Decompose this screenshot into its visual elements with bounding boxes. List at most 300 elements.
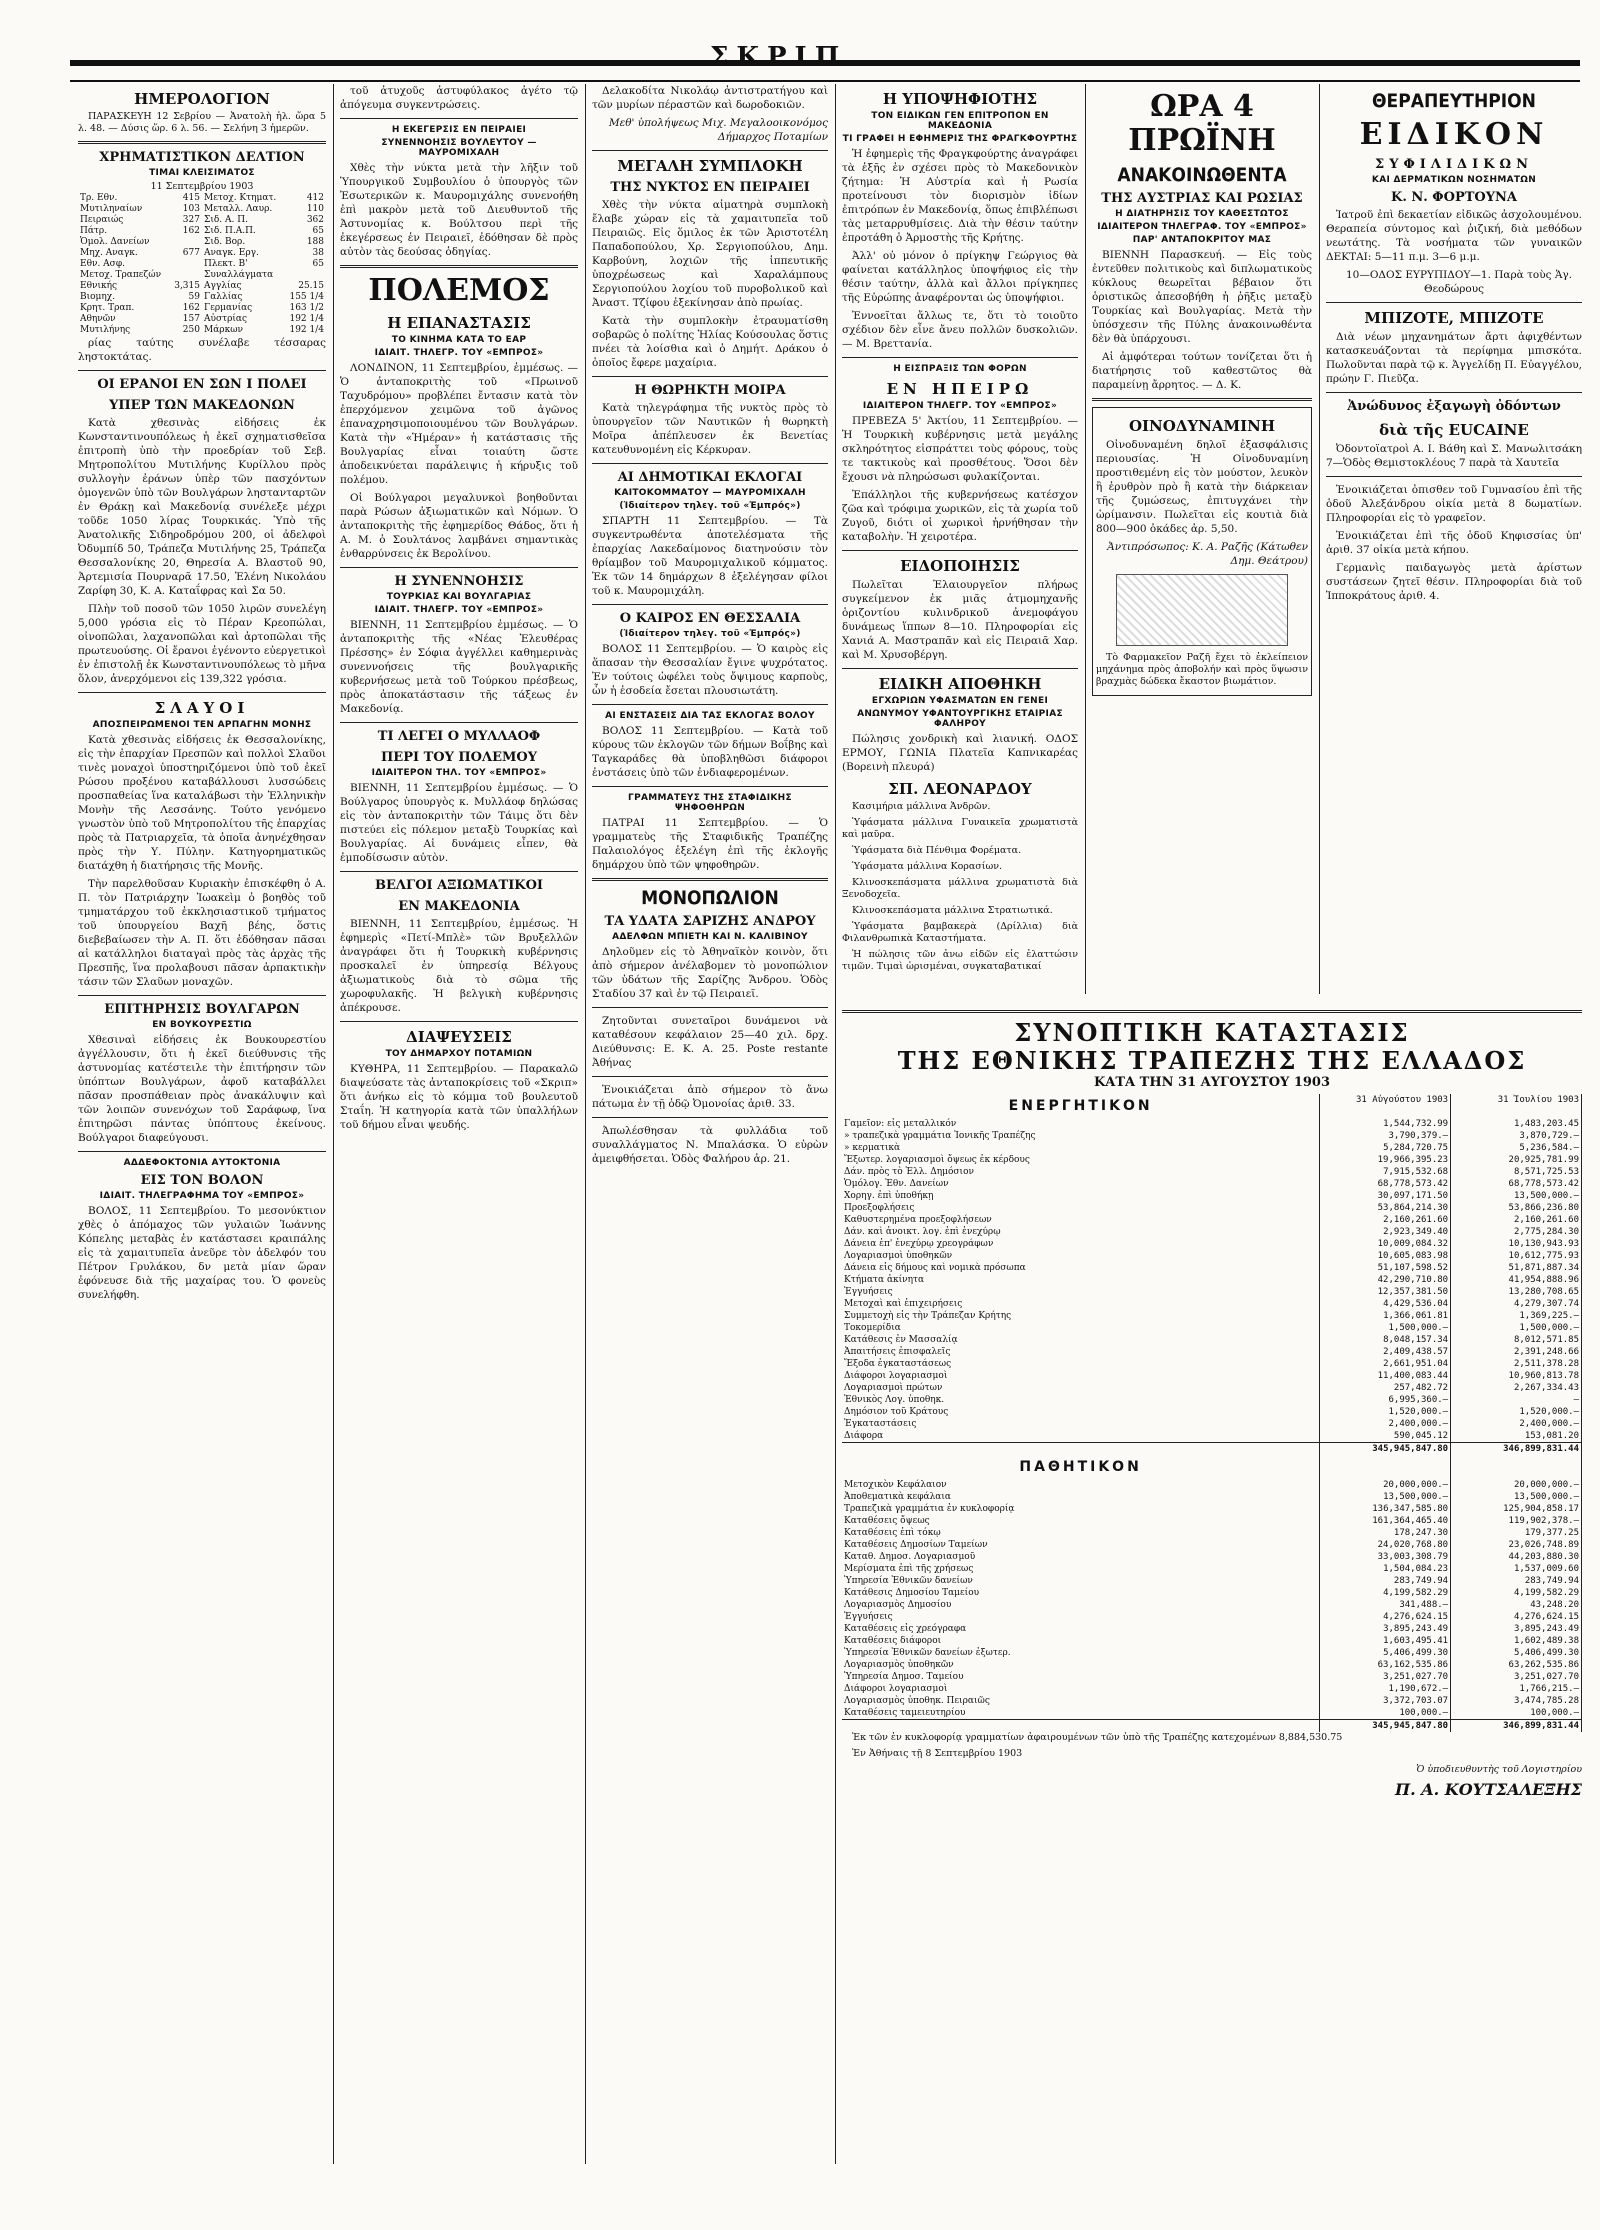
bank-row	[842, 1166, 1582, 1178]
column-header-july: 31 Ἰουλίου 1903	[1451, 1094, 1582, 1118]
bank-title: ΣΥΝΟΠΤΙΚΗ ΚΑΤΑΣΤΑΣΙΣ	[1014, 1018, 1410, 1047]
finance-cell: Γαλλίας	[203, 292, 243, 302]
liabilities-label: ΠΑΘΗΤΙΚΟΝ	[1019, 1459, 1142, 1475]
bank-row	[842, 1707, 1582, 1720]
bank-total-cell: 346,899,831.44	[1451, 1720, 1582, 1733]
bank-row	[842, 1178, 1582, 1190]
bank-cell: 2,923,349.40	[1320, 1226, 1451, 1238]
article-text: Ἐννοεῖται ἄλλως τε, ὅτι τὸ τοιοῦτο σχέδιον δὲν εἶνε ἄνευ πολλῶν δυσκολιῶν. — Μ. Βρεττανία.	[842, 310, 1078, 350]
bank-cell: Ὁμόλογ. Ἐθν. Δανείων	[842, 1178, 1320, 1190]
bank-cell: 2,409,438.57	[1320, 1346, 1451, 1358]
bank-cell: Λογαριασμὸς ὑποθηκ. Πειραιῶς	[842, 1695, 1320, 1707]
ad-text: Διὰ νέων μηχανημάτων ἄρτι ἀφιχθέντων κατασκευάζονται τὰ περίφημα μπισκότα. Πωλοῦνται παρὰ τῷ κ. Ἀγγελίδῃ Π. Εὐαγγέλου, πρώην Γ. Πιεῦζα.	[1326, 331, 1582, 385]
article-text: ΒΙΕΝΝΗ, 11 Σεπτεμβρίου ἐμμέσως. — Ὁ Βούλγαρος ὑπουργὸς κ. Μυλλάοφ δηλώσας εἰς τὸν ἀνταποκριτὴν τῶν Τάιμς ὅτι δὲν πιστεύει εἰς πόλεμον μεταξὺ Τουρκίας καὶ Βουλγαρίας. Αἱ δυνάμεις εἶπεν, θὰ ἐμποδίσωσιν αὐτὸν.	[340, 782, 578, 864]
bank-cell: 2,267,334.43	[1451, 1382, 1582, 1394]
headline-eidikon: ΕΙΔΙΚΟΝ	[1359, 117, 1549, 152]
finance-cell: 25.15	[298, 281, 324, 291]
bank-cell: » κερματικὰ	[842, 1142, 1320, 1154]
headline-myllaof: ΤΙ ΛΕΓΕΙ Ο ΜΥΛΛΑΟΦ	[377, 729, 541, 744]
bank-row	[842, 1358, 1582, 1370]
finance-cell: 65	[312, 259, 324, 269]
bank-cell: 2,160,261.60	[1451, 1214, 1582, 1226]
bank-cell: 44,203,880.30	[1451, 1551, 1582, 1563]
bank-cell: 283,749.94	[1320, 1575, 1451, 1587]
bank-row	[842, 1286, 1582, 1298]
bank-row	[842, 1202, 1582, 1214]
bank-row	[842, 1671, 1582, 1683]
article-text: ρίας ταύτης συνέλαβε τέσσαρας ληστοκτάτας.	[78, 337, 326, 363]
finance-row	[78, 193, 326, 204]
article-text: Αἱ ἀμφότεραι τούτων τονίζεται ὅτι ἡ διατήρησις τοῦ καθεστῶτος θὰ παραμείνῃ ἄρρητος. — Δ. Κ.	[1092, 351, 1312, 391]
finance-cell: 163 1/2	[289, 303, 324, 313]
article-text: Δελακοδίτα Νικολάῳ ἀντιστρατήγου καὶ τῶν μυρίων πέραστῶν καὶ δωροδοκιῶν.	[592, 85, 828, 111]
bank-cell: 51,871,887.34	[1451, 1262, 1582, 1274]
bank-row	[842, 1599, 1582, 1611]
ad-text: Ἡ πώλησις τῶν ἀνω εἰδῶν εἰς ἐλαττώσιν τιμῶν. Τιμαὶ ὡρισμέναι, συγκαταβατικαί	[842, 949, 1078, 972]
bank-cell: 19,966,395.23	[1320, 1154, 1451, 1166]
bank-row	[842, 1623, 1582, 1635]
bank-cell: Προεξοφλήσεις	[842, 1202, 1320, 1214]
byline: ΙΔΙΑΙΤ. ΤΗΛΕΓΡ. ΤΟΥ «ΕΜΠΡΟΣ»	[374, 348, 544, 358]
headline-polemos: ΠΟΛΕΜΟΣ	[368, 273, 550, 308]
bank-cell: Καταθέσεις ἐπὶ τόκῳ	[842, 1527, 1320, 1539]
bank-cell: Διάφοροι λογαριασμοὶ	[842, 1683, 1320, 1695]
bank-cell: Καταθέσεις ταμειευτηρίου	[842, 1707, 1320, 1720]
bank-cell: 41,954,888.96	[1451, 1274, 1582, 1286]
finance-row	[78, 226, 326, 237]
bank-cell: Ἐγγυήσεις	[842, 1286, 1320, 1298]
bank-signatory: Π. Α. ΚΟΥΤΣΑΛΕΞΗΣ	[1394, 1780, 1582, 1799]
calendar-text: ΠΑΡΑΣΚΕΥΗ 12 Σεβρίου — Ἀνατολὴ ἡλ. ὥρα 5 λ. 48. — Δύσις ὥρ. 6 λ. 56. — Σελήνη 3 ἡμερῶν.	[78, 111, 326, 134]
finance-cell: 3,315	[174, 281, 200, 291]
bank-cell: 68,778,573.42	[1320, 1178, 1451, 1190]
column-divider	[333, 84, 334, 2164]
list-item: Ὑφάσματα μάλλινα Κορασίων.	[852, 861, 1003, 872]
bank-total-cell: 345,945,847.80	[1320, 1443, 1451, 1456]
finance-cell: Πάτρ.	[80, 226, 108, 236]
bank-cell: 3,251,027.70	[1320, 1671, 1451, 1683]
bank-cell: 12,357,381.50	[1320, 1286, 1451, 1298]
byline: ΠΑΡ' ΑΝΤΑΠΟΚΡΙΤΟΥ ΜΑΣ	[1132, 235, 1272, 245]
headline-kairos: Ο ΚΑΙΡΟΣ ΕΝ ΘΕΣΣΑΛΙΑ	[619, 611, 801, 626]
bank-cell: Μετοχαὶ καὶ ἐπιχειρήσεις	[842, 1298, 1320, 1310]
article-text: τοῦ ἀτυχοῦς ἀστυφύλακος ἀγέτο τῷ ἀπόγευμα συγκεντρώσεις.	[340, 85, 578, 111]
headline-dermatikon: ΚΑΙ ΔΕΡΜΑΤΙΚΩΝ ΝΟΣΗΜΑΤΩΝ	[1371, 175, 1537, 185]
finance-row	[78, 215, 326, 226]
finance-subtitle: ΤΙΜΑΙ ΚΛΕΙΣΙΜΑΤΟΣ	[149, 168, 255, 178]
bank-cell: 51,107,598.52	[1320, 1262, 1451, 1274]
bank-cell: 153,081.20	[1451, 1430, 1582, 1443]
bank-row	[842, 1370, 1582, 1382]
finance-cell: Ὁμολ. Δανείων	[80, 237, 150, 247]
bank-cell: 3,790,379.—	[1320, 1130, 1451, 1142]
headline-ora: ΩΡΑ 4 ΠΡΩΪΝΗ	[1128, 89, 1276, 158]
bank-cell: 1,366,061.81	[1320, 1310, 1451, 1322]
column-divider	[1319, 84, 1320, 994]
article-text: ΒΙΕΝΝΗ, 11 Σεπτεμβρίου ἐμμέσως. — Ὁ ἀνταποκριτὴς τῆς «Νέας Ἐλευθέρας Πρέσσης» ἐν Σόφια ἀγγέλλει καθημερινὰς συνεννοήσεις τῆς βουλγαρικῆς κυβερνήσεως μετὰ τοῦ Τούρκου πρέσβεως, πρὸς ἀποκατάστασιν τῆς τάξεως ἐν Μακεδονίᾳ.	[340, 619, 578, 715]
ad-text: Ζητοῦνται συνεταῖροι δυνάμενοι νὰ καταθέσουν κεφάλαιον 25—40 χιλ. δρχ. Διεύθυνσις: Ε. Κ. Α. 25. Poste restante Ἀθήνας	[592, 1015, 828, 1069]
calendar-title: ΗΜΕΡΟΛΟΓΙΟΝ	[134, 90, 270, 108]
bank-row	[842, 1154, 1582, 1166]
bank-cell: 100,000.—	[1451, 1707, 1582, 1720]
bank-cell: 1,520,000.—	[1320, 1406, 1451, 1418]
bank-cell: 20,925,781.99	[1451, 1154, 1582, 1166]
bank-cell: 1,504,084.23	[1320, 1563, 1451, 1575]
bank-row	[842, 1394, 1582, 1406]
bank-cell: 43,248.20	[1451, 1599, 1582, 1611]
finance-cell: 192 1/4	[289, 314, 324, 324]
headline-volos-sub: ΕΙΣ ΤΟΝ ΒΟΛΟΝ	[140, 1173, 264, 1188]
headline-epitirisis: ΕΠΙΤΗΡΗΣΙΣ ΒΟΥΛΓΑΡΩΝ	[104, 1002, 300, 1017]
article-text: ΒΙΕΝΝΗ Παρασκευή. — Εἰς τοὺς ἐντεῦθεν πολιτικοὺς καὶ διπλωματικοὺς κύκλους θεωρεῖται βέβαιον ὅτι ὁριστικῶς ἀπεσοβήθη ἡ ῥῆξις μεταξὺ Τουρκίας καὶ Βουλγαρίας. Μετὰ τὴν ὑπόσχεσιν τῆς Πύλης ἀνακοινωθέντα δὲν θὰ ὑπάρχουσι.	[1092, 249, 1312, 345]
column-4	[842, 84, 1078, 1004]
bank-total-cell	[842, 1720, 1320, 1733]
article-text: Ἐπάλληλοι τῆς κυβερνήσεως κατέσχον ζῶα καὶ τρόφιμα χωρικῶν, εἰς τὰ χωρία τοῦ Ζυγοῦ, διότι οἱ χωρικοὶ ἠρνήθησαν τὴν καταβολὴν. Ἡ χειροτέρα.	[842, 489, 1078, 543]
bank-row	[842, 1118, 1582, 1130]
finance-row	[78, 292, 326, 303]
finance-cell: 162	[182, 303, 200, 313]
bank-row	[842, 1515, 1582, 1527]
bank-cell: 63,162,535.86	[1320, 1659, 1451, 1671]
bank-cell: 3,474,785.28	[1451, 1695, 1582, 1707]
bank-cell: 23,026,748.89	[1451, 1539, 1582, 1551]
column-3	[592, 84, 828, 2164]
headline-monopolion-sub: ΤΑ ΥΔΑΤΑ ΣΑΡΙΖΗΣ ΑΝΔΡΟΥ	[604, 914, 816, 929]
bank-cell: Τοκομερίδια	[842, 1322, 1320, 1334]
masthead: ΣΚΡΙΠ	[710, 42, 848, 72]
bank-cell: Ἔξωτερ. λογαριασμοὶ ὄψεως ἐκ κέρδους	[842, 1154, 1320, 1166]
bank-cell: 3,372,703.07	[1320, 1695, 1451, 1707]
finance-cell: Μυτιλήνης	[80, 325, 131, 335]
headline-anakoinothenta-sub: ΤΗΣ ΑΥΣΤΡΙΑΣ ΚΑΙ ΡΩΣΙΑΣ	[1101, 191, 1303, 206]
headline-fortounas: Κ. Ν. ΦΟΡΤΟΥΝΑ	[1391, 190, 1517, 205]
bank-cell: Καταθέσεις ὄψεως	[842, 1515, 1320, 1527]
bank-cell: 42,290,710.80	[1320, 1274, 1451, 1286]
bank-cell: 3,895,243.49	[1451, 1623, 1582, 1635]
finance-cell: Σιδ. Π.Α.Π.	[203, 226, 256, 236]
article-text: Οἱ Βούλγαροι μεγαλυνκοὶ βοηθοῦνται παρὰ Ρώσων ἀξιωματικῶν καὶ Νόμων. Ὁ ἀνταποκριτὴς τῆς ἐφημερίδος Θάδος, ὅτι ἡ Α. Μ. ὁ Σουλτάνος λαμβάνει σημαντικὰς ἐνθαρρύνσεις ἐκ Βερολίνου.	[340, 492, 578, 560]
finance-date: 11 Σεπτεμβρίου 1903	[150, 181, 254, 192]
headline-syfilidikon: ΣΥΦΙΛΙΔΙΚΩΝ	[1375, 157, 1533, 172]
bank-statement	[842, 1004, 1582, 1803]
bank-cell: 4,199,582.29	[1451, 1587, 1582, 1599]
headline-monopolion: ΜΟΝΟΠΩΛΙΟΝ	[641, 887, 779, 909]
bank-row	[842, 1491, 1582, 1503]
bank-cell: 136,347,585.80	[1320, 1503, 1451, 1515]
column-2	[340, 84, 578, 2164]
ad-text: Τὸ Φαρμακεῖον Ραζῆ ἔχει τὸ ἐκλείπειον μηχάνημα πρὸς ἀποβολήν καὶ πρὸς ὕψωσιν βραχμὰς δώδεκα ἔκαστον βιωμάτιον.	[1096, 652, 1308, 687]
list-item: Ὑφάσματα βαμβακερὰ (Δρίλλια) διὰ Φιλανθρωπικὰ Καταστήματα.	[842, 921, 1078, 944]
bank-row	[842, 1382, 1582, 1394]
bank-cell: 10,612,775.93	[1451, 1250, 1582, 1262]
bank-cell: 4,276,624.15	[1451, 1611, 1582, 1623]
finance-cell: Μετοχ. Τραπεζών	[80, 270, 162, 280]
bank-cell: 2,400,000.—	[1320, 1418, 1451, 1430]
bank-cell: Κατάθεσις Δημοσίου Ταμείου	[842, 1587, 1320, 1599]
bank-cell: Ἐγκαταστάσεις	[842, 1418, 1320, 1430]
bank-cell: Ἀπαιτήσεις ἐπισφαλεῖς	[842, 1346, 1320, 1358]
bank-cell: 10,009,084.32	[1320, 1238, 1451, 1250]
headline-apothiki-sub: ΕΓΧΩΡΙΩΝ ΥΦΑΣΜΑΤΩΝ ΕΝ ΓΕΝΕΙ	[871, 696, 1049, 706]
bank-cell: Λογαριασμὸς Δημοσίου	[842, 1599, 1320, 1611]
bank-cell: 53,864,214.30	[1320, 1202, 1451, 1214]
list-item: Κλινοσκεπάσματα μάλλινα χρωματιστὰ διὰ Ξενοδοχεῖα.	[842, 877, 1078, 900]
bank-cell: 3,895,243.49	[1320, 1623, 1451, 1635]
assets-label: ΕΝΕΡΓΗΤΙΚΟΝ	[1008, 1098, 1153, 1114]
headline-ipeiros-sub: ΕΝ ΗΠΕΙΡΩ	[886, 380, 1034, 398]
column-6	[1326, 84, 1582, 1004]
bank-row	[842, 1238, 1582, 1250]
bank-cell: Δάνεια εἰς δήμους καὶ νομικὰ πρόσωπα	[842, 1262, 1320, 1274]
article-text: ΛΟΝΔΙΝΟΝ, 11 Σεπτεμβρίου, ἐμμέσως. — Ὁ ἀνταποκριτὴς τοῦ «Πρωινοῦ Ταχυδρόμου» προβλέπει ἔντασιν κατὰ τὸν ἐπερχόμενον χειμῶνα τοῦ ἀγῶνος ἐπαναχρησιμοποιουμένου τῶν Βουλγάρων. Κατὰ τὴν «Ἡμέραν» ἡ κατάστασις τῆς Βουλγαρίας εἶναι τοιαύτη ὥστε ἀποδεικνύεται παράλειψις ἡ κήρυξις τοῦ πολέμου.	[340, 362, 578, 486]
ad-text: Ἐνοικιάζεται ὁπισθεν τοῦ Γυμνασίου ἐπὶ τῆς ὁδοῦ Ἀλεξάνδρου οἰκία μετὰ 8 δωματίων. Πληροφορίαι εἰς τὸ γραφεῖον.	[1326, 484, 1582, 524]
finance-cell: Αὐστρίας	[203, 314, 248, 324]
bank-row	[842, 1695, 1582, 1707]
article-text: Ἡ ἐφημερὶς τῆς Φραγκφούρτης ἀναγράφει τὰ ἑξῆς ἐν σχέσει πρὸς τὸ Μακεδονικὸν ζήτημα: Ἡ Αὐστρία καὶ ἡ Ρωσία προτείνουσι τὸν διορισμὸν ἰδίων ἐπιτρόπων ἐν Μακεδονίᾳ, ὅπως ἐπιβλέπωσι τὰς μεταρρυθμίσεις. Διὰ τὴν θέσιν ταύτην ἐπροτάθη ὁ Ἀρμοστὴς τῆς Κρήτης.	[842, 148, 1078, 244]
headline-slavoi-sub: ΑΠΟΣΠΕΙΡΩΜΕΝΟΙ ΤΕΝ ΑΡΠΑΓΗΝ ΜΟΝΗΣ	[92, 720, 312, 730]
signature: Ἀντιπρόσωπος: Κ. Α. Ραζῆς (Κάτωθεν Δημ. Θεάτρου)	[1107, 541, 1308, 567]
bank-cell: 30,097,171.50	[1320, 1190, 1451, 1202]
bank-row	[842, 1430, 1582, 1443]
headline-apothiki-sub2: ΑΝΩΝΥΜΟΥ ΥΦΑΝΤΟΥΡΓΙΚΗΣ ΕΤΑΙΡΙΑΣ ΦΑΛΗΡΟΥ	[857, 709, 1063, 729]
headline-slavoi: ΣΛΑΥΟΙ	[154, 699, 250, 717]
article-text: ΠΡΕΒΕΖΑ 5' Ἀκτίου, 11 Σεπτεμβρίου. — Ἡ Τουρκικὴ κυβέρνησις μετὰ μεγάλης σκληρότητος εἰσπράττει τοὺς φόρους, τοὺς τε τακτικοὺς καὶ προσθέτους. Ὅσοι δὲν ἔχουσι νὰ πληρώσωσι φυλακίζονται.	[842, 415, 1078, 483]
bank-row	[842, 1346, 1582, 1358]
bank-cell: 53,866,236.80	[1451, 1202, 1582, 1214]
article-text: Χθὲς τὴν νύκτα μετὰ τὴν λῆξιν τοῦ Ὑπουργικοῦ Συμβουλίου ὁ ὑπουργὸς τῶν Ἐσωτερικῶν κ. Μαυρομιχάλης συνενοήθη ἐπὶ μακρὸν μετὰ τοῦ Διευθυντοῦ τῆς Ἀστυνομίας κ. Βούλτσου περὶ τῆς ἐκεγέρσεως ἐν Πειραιεῖ, ἐδόθησαν δὲ πρὸς αὐτὸν τὰς δεούσας ὁδηγίας.	[340, 162, 578, 258]
finance-title: ΧΡΗΜΑΤΙΣΤΙΚΟΝ ΔΕΛΤΙΟΝ	[99, 150, 305, 165]
bank-cell: Καταθέσεις διάφοροι	[842, 1635, 1320, 1647]
bank-row	[842, 1503, 1582, 1515]
finance-cell: Γερμανίας	[203, 303, 253, 313]
finance-cell: Κρητ. Τραπ.	[80, 303, 135, 313]
headline-peiraieus-sub: ΣΥΝΕΝΝΟΗΣΙΣ ΒΟΥΛΕΥΤΟΥ — ΜΑΥΡΟΜΙΧΑΛΗ	[381, 138, 537, 158]
byline: ΙΔΙΑΙΤΕΡΟΝ ΤΗΛΕΓΡΑΦ. ΤΟΥ «ΕΜΠΡΟΣ»	[1097, 222, 1307, 232]
masthead-rule	[70, 42, 1580, 82]
finance-row	[78, 259, 326, 270]
ad-oinodynamini	[1092, 407, 1312, 696]
bank-cell: Δάν. καὶ ἀνοικτ. λογ. ἐπὶ ἐνεχύρῳ	[842, 1226, 1320, 1238]
bank-row	[842, 1611, 1582, 1623]
headline-synennoisis: Η ΣΥΝΕΝΝΟΗΣΙΣ	[394, 574, 524, 589]
finance-cell	[284, 270, 326, 281]
ad-text: Ἀπωλέσθησαν τὰ φυλλάδια τοῦ συναλλάγματος Ν. Μπαλάσκα. Ὁ εὑρὼν ἀμειφθήσεται. Ὁδὸς Φαλήρου ἀρ. 21.	[592, 1125, 828, 1165]
bank-cell: Δημόσιον τοῦ Κράτους	[842, 1406, 1320, 1418]
bank-cell: Μερίσματα ἐπὶ τῆς χρήσεως	[842, 1563, 1320, 1575]
bank-cell: 1,537,009.60	[1451, 1563, 1582, 1575]
bank-cell: 11,400,083.44	[1320, 1370, 1451, 1382]
headline-volos: ΑΔΔΕΦΟΚΤΟΝΙΑ ΑΥΤΟΚΤΟΝΙΑ	[123, 1158, 281, 1168]
bank-cell: 4,276,624.15	[1320, 1611, 1451, 1623]
bank-cell: 20,000,000.—	[1451, 1479, 1582, 1491]
bank-row	[842, 1683, 1582, 1695]
bank-row	[842, 1190, 1582, 1202]
headline-anakoinothenta: ΑΝΑΚΟΙΝΩΘΕΝΤΑ	[1117, 164, 1287, 186]
bank-cell: » τραπεζικὰ γραμμάτια Ἰονικῆς Τραπέζης	[842, 1130, 1320, 1142]
finance-cell: Σιδ. Α. Π.	[203, 215, 248, 225]
byline: (Ἰδιαίτερον τηλεγ. τοῦ «Ἐμπρός»)	[619, 501, 801, 511]
bank-cell: 125,904,858.17	[1451, 1503, 1582, 1515]
bank-row	[842, 1479, 1582, 1491]
headline-mpizote: ΜΠΙΖΟΤΕ, ΜΠΙΖΟΤΕ	[1364, 309, 1544, 327]
bank-cell: 13,280,708.65	[1451, 1286, 1582, 1298]
headline-epanastasis: Η ΕΠΑΝΑΣΤΑΣΙΣ	[387, 314, 531, 332]
finance-cell: 677	[182, 248, 200, 258]
headline-oinodynamini: ΟΙΝΟΔΥΝΑΜΙΝΗ	[1128, 417, 1276, 435]
bank-row	[842, 1551, 1582, 1563]
bank-cell: 8,048,157.34	[1320, 1334, 1451, 1346]
bank-cell: Ἔξοδα ἐγκαταστάσεως	[842, 1358, 1320, 1370]
bank-cell: 178,247.30	[1320, 1527, 1451, 1539]
bank-cell: Δάν. πρὸς τὸ Ἑλλ. Δημόσιον	[842, 1166, 1320, 1178]
finance-cell: Αναγκ. Εργ.	[203, 248, 259, 258]
bank-cell: Τραπεζικὰ γραμμάτια ἐν κυκλοφορίᾳ	[842, 1503, 1320, 1515]
list-item: Κασιμήρια μάλλινα Ἀνδρῶν.	[852, 801, 991, 812]
finance-cell: 59	[188, 292, 200, 302]
headline-anakoinothenta-sub2: Η ΔΙΑΤΗΡΗΣΙΣ ΤΟΥ ΚΑΘΕΣΤΩΤΟΣ	[1115, 209, 1289, 219]
article-text: ΒΟΛΟΣ, 11 Σεπτεμβρίου. Το μεσονύκτιον χθὲς ὁ ἀπόμαχος τῶν γυλαιῶν Ἰωάννης Κόπελης μεταβὰς ἐν κατάστασει κραιπάλης εἰς τὰ χαμαιτυπεῖα ἀνεῦρε τὸν ἀδελφόν του Πέτρον Γρυλάκου, δν μετὰ μίαν ὥραν ἐφόνευσε διὰ τῆς μαχαίρας του. Ὁ φονεὺς συνελήφθη.	[78, 1205, 326, 1301]
bank-cell: Λογαριασμοὶ πρώτων	[842, 1382, 1320, 1394]
ad-illustration	[1116, 574, 1288, 646]
bank-cell: 2,661,951.04	[1320, 1358, 1451, 1370]
bank-cell: 1,520,000.—	[1451, 1406, 1582, 1418]
bank-cell: Καταθέσεις Δημοσίων Ταμείων	[842, 1539, 1320, 1551]
finance-cell: Μεταλλ. Λαυρ.	[203, 204, 273, 214]
finance-cell: Τρ. Εθν.	[80, 193, 118, 203]
signature: Μεθ' ὑπολήψεως Μιχ. Μεγαλοοικονόμος Δήμαρχος Ποταμίων	[608, 117, 828, 143]
bank-row	[842, 1298, 1582, 1310]
headline-peiraieus: Η ΕΚΕΓΕΡΣΙΣ ΕΝ ΠΕΙΡΑΙΕΙ	[391, 125, 527, 135]
finance-row	[78, 204, 326, 215]
bank-row	[842, 1310, 1582, 1322]
article-text: ΒΙΕΝΝΗ, 11 Σεπτεμβρίου, ἐμμέσως. Ἡ ἐφημερὶς «Πετί-Μπλὲ» τῶν Βρυξελλῶν ἀναγράφει ὅτι ἡ Τουρκικὴ κυβέρνησις προσκαλεῖ ἐν ὑπηρεσίᾳ Βέλγους ἀξιωματικοὺς διὰ τὸ σῶμα τῆς χωροφυλακῆς. Ἡ βελγικὴ κυβέρνησις ἀπέκρουσε.	[340, 918, 578, 1014]
bank-cell: Συμμετοχὴ εἰς τὴν Τράπεζαν Κρήτης	[842, 1310, 1320, 1322]
byline: ΙΔΙΑΙΤ. ΤΗΛΕΓΡΑΦΗΜΑ ΤΟΥ «ΕΜΠΡΟΣ»	[99, 1191, 305, 1201]
bank-row	[842, 1563, 1582, 1575]
article-text: Κατὰ χθεσινὰς εἰδήσεις ἐκ Θεσσαλονίκης, εἰς τὴν ἐπαρχίαν Πρεσπῶν καὶ πολλοὶ Σλαῦοι τινὲς μοναχοὶ ὑποστηριζόμενοι ὑπὸ τοῦ ἐκεῖ Ρώσου προξένου καταβάλλουσι λυσσώδεις προσπαθείας ἵνα καταλάβωσι τὴν Ἑλληνικὴν Μονὴν τῆς Λεσσάνης. Τούτο γενόμενο γνωστὸν ὑπὸ τοῦ Μητροπολίτου τῆς ἐπαρχίας πρὸς τὰ Πατριαρχεῖα, τὰ ὁποῖα ἀνηνέχθησαν πρὸς τὴν Υ. Πύλην. Κατηγορηματικῶς διατάχθη ἡ διατήρησις τῆς Μονῆς.	[78, 734, 326, 872]
bank-total-cell	[842, 1443, 1320, 1456]
finance-cell: Αγγλίας	[203, 281, 242, 291]
bank-cell: 10,130,943.93	[1451, 1238, 1582, 1250]
ad-text: Πωλεῖται Ἐλαιουργεῖον πλήρως συγκείμενον ἐκ μιᾶς ἀτμομηχανῆς ὁριζοντίου κυλινδρικοῦ ἀνεμοφάγου δυνάμεως ἵππων 8—10. Πληροφορίαι εἰς Χανιά Α. Μαστραπᾶν καὶ εἰς Πειραιᾶ Χαρ. καὶ Μ. Χρυσοβέργη.	[842, 579, 1078, 661]
finance-cell: 162	[182, 226, 200, 236]
bank-cell: —	[1451, 1394, 1582, 1406]
ad-address: 10—ΟΔΟΣ ΕΥΡΥΠΙΔΟΥ—1. Παρὰ τοὺς Ἁγ. Θεοδώρους	[1345, 269, 1573, 295]
bank-cell: 5,236,584.—	[1451, 1142, 1582, 1154]
finance-cell: 157	[182, 314, 200, 324]
headline-moira: Η ΘΩΡΗΚΤΗ ΜΟΙΡΑ	[634, 383, 786, 398]
bank-row	[842, 1142, 1582, 1154]
bank-cell: 161,364,465.40	[1320, 1515, 1451, 1527]
finance-cell: Σιδ. Βορ.	[203, 237, 246, 247]
bank-note: Ἐκ τῶν ἐν κυκλοφορίᾳ γραμματίων ἀφαιρουμένων τῶν ὑπὸ τῆς Τραπέζης κατεχομένων 8,884,530.75	[852, 1732, 1343, 1743]
headline-ypopsifiotis: Η ΥΠΟΨΗΦΙΟΤΗΣ	[882, 90, 1038, 108]
bank-cell: Ἀποθεματικὰ κεφάλαια	[842, 1491, 1320, 1503]
bank-cell: 1,369,225.—	[1451, 1310, 1582, 1322]
headline-ypopsifiotis-sub2: ΤΙ ΓΡΑΦΕΙ Η ΕΦΗΜΕΡΙΣ ΤΗΣ ΦΡΑΓΚΦΟΥΡΤΗΣ	[842, 134, 1078, 144]
bank-cell: 13,500,000.—	[1451, 1491, 1582, 1503]
bank-cell: 590,045.12	[1320, 1430, 1451, 1443]
bank-row	[842, 1635, 1582, 1647]
bank-row	[842, 1406, 1582, 1418]
finance-row	[78, 325, 326, 336]
headline-diapseuseis: ΔΙΑΨΕΥΣΕΙΣ	[406, 1028, 512, 1046]
bank-total-row	[842, 1443, 1582, 1456]
finance-table	[78, 193, 326, 336]
finance-cell: Εθνικής	[80, 281, 118, 291]
bank-cell: 3,870,729.—	[1451, 1130, 1582, 1142]
bank-cell: Γαμεῖον: εἰς μεταλλικόν	[842, 1118, 1320, 1130]
headline-leonardou: ΣΠ. ΛΕΟΝΑΡΔΟΥ	[888, 780, 1032, 798]
bank-cell: 1,483,203.45	[1451, 1118, 1582, 1130]
bank-total-cell: 345,945,847.80	[1320, 1720, 1451, 1733]
bank-cell: 1,544,732.99	[1320, 1118, 1451, 1130]
headline-odonton: Ἀνώδυνος ἐξαγωγὴ ὀδόντων	[1347, 399, 1561, 414]
bank-cell: Κατάθεσις ἐν Μασσαλίᾳ	[842, 1334, 1320, 1346]
bank-total-cell: 346,899,831.44	[1451, 1443, 1582, 1456]
bank-row	[842, 1647, 1582, 1659]
bank-cell: Δάνεια ἐπ' ἐνεχύρῳ χρεογράφων	[842, 1238, 1320, 1250]
finance-row	[78, 237, 326, 248]
article-text: ΒΟΛΟΣ 11 Σεπτεμβρίου. — Κατὰ τοῦ κύρους τῶν ἐκλογῶν τῶν δήμων Βοΐβης καὶ Ταγκαράδες θὰ ὑποβληθῶσι διάφοροι ἐνστάσεις ὑπὸ τῶν ἐνδιαφερομένων.	[592, 725, 828, 779]
bank-cell: 20,000,000.—	[1320, 1479, 1451, 1491]
bank-cell: 10,605,083.98	[1320, 1250, 1451, 1262]
finance-cell: Μηχ. Αναγκ.	[80, 248, 138, 258]
finance-cell: 38	[312, 248, 324, 258]
bank-cell: Χορηγ. ἐπὶ ὑποθήκῃ	[842, 1190, 1320, 1202]
bank-cell: 8,571,725.53	[1451, 1166, 1582, 1178]
column-divider	[835, 84, 836, 2164]
finance-cell: Βιομηχ.	[80, 292, 116, 302]
bank-cell: 13,500,000.—	[1451, 1190, 1582, 1202]
bank-subtitle: ΚΑΤΑ ΤΗΝ 31 ΑΥΓΟΥΣΤΟΥ 1903	[1093, 1075, 1331, 1090]
bank-cell: 1,190,672.—	[1320, 1683, 1451, 1695]
headline-eucaine: διὰ τῆς EUCAINE	[1379, 421, 1529, 439]
bank-cell: Ὑπηρεσία Ἐθνικῶν δανείων ἐξωτερ.	[842, 1647, 1320, 1659]
finance-row	[78, 303, 326, 314]
bank-cell: Καταθέσεις εἰς χρεόγραφα	[842, 1623, 1320, 1635]
assets-table	[842, 1094, 1582, 1455]
bank-cell: 5,284,720.75	[1320, 1142, 1451, 1154]
bank-title-2: ΤΗΣ ΕΘΝΙΚΗΣ ΤΡΑΠΕΖΗΣ ΤΗΣ ΕΛΛΑΔΟΣ	[897, 1046, 1527, 1075]
headline-ekloges-sub: ΚΑΙΤΟΚΟΜΜΑΤΟΥ — ΜΑΥΡΟΜΙΧΑΛΗ	[614, 488, 806, 498]
article-text: Χθεσιναὶ εἰδήσεις ἐκ Βουκουρεστίου ἀγγέλλουσιν, ὅτι ἡ ἐκεῖ διεύθυνσις τῆς ἀστυνομίας κατέστειλε τὴν ἐπιτήρησιν τῶν ὑπόπτων Βουλγάρων, ἀφοῦ καταβάλλει πᾶσαν προσπάθειαν πρὸς ἀνακάλυψιν καὶ τῶν λοιπῶν συνενόχων τοῦ Σαράφωφ, ἵνα ἐπιτηρῶσι πάντας ὑπόπτους ἐκείνους. Βούλγαροι διαφεύγουσι.	[78, 1034, 326, 1144]
bank-date: Ἐν Ἀθήναις τῇ 8 Σεπτεμβρίου 1903	[852, 1748, 1023, 1759]
headline-entaseis: ΑΙ ΕΝΣΤΑΣΕΙΣ ΔΙΑ ΤΑΣ ΕΚΛΟΓΑΣ ΒΟΛΟΥ	[605, 711, 815, 721]
headline-myllaof-sub: ΠΕΡΙ ΤΟΥ ΠΟΛΕΜΟΥ	[381, 750, 537, 765]
finance-cell: 155 1/4	[289, 292, 324, 302]
finance-cell: Μετοχ. Κτηματ.	[203, 193, 277, 203]
bank-cell: Κτήματα ἀκίνητα	[842, 1274, 1320, 1286]
bank-row	[842, 1587, 1582, 1599]
bank-cell: Ὑπηρεσία Δημοσ. Ταμείου	[842, 1671, 1320, 1683]
ad-text: Ἐνοικιάζεται ἐπὶ τῆς ὁδοῦ Κηφισσίας ὑπ' ἀριθ. 37 οἰκία μετὰ κήπου.	[1326, 530, 1582, 556]
finance-cell: Εθν. Ασφ.	[80, 259, 125, 269]
bank-cell: 119,902,378.—	[1451, 1515, 1582, 1527]
article-text: ΣΠΑΡΤΗ 11 Σεπτεμβρίου. — Τὰ συγκεντρωθέντα ἀποτελέσματα τῆς ἐπαρχίας Λακεδαίμονος διατηνούσιν τὸν θρίαμβον τοῦ Μαυρομιχαλικοῦ κόμματος. Ἐκ τῶν 14 δημάρχων 8 ἐξελέγησαν φίλοι τοῦ κ. Μαυρομιχάλη.	[592, 515, 828, 597]
bank-cell: 2,160,261.60	[1320, 1214, 1451, 1226]
byline: ΙΔΙΑΙΤΕΡΟΝ ΤΗΛ. ΤΟΥ «ΕΜΠΡΟΣ»	[371, 768, 547, 778]
bank-cell: Λογαριασμοὶ ὑποθηκῶν	[842, 1250, 1320, 1262]
finance-cell: 412	[306, 193, 324, 203]
bank-row	[842, 1539, 1582, 1551]
headline-symploki: ΜΕΓΑΛΗ ΣΥΜΠΛΟΚΗ	[617, 157, 803, 175]
bank-cell: 4,199,582.29	[1320, 1587, 1451, 1599]
bank-cell: 341,488.—	[1320, 1599, 1451, 1611]
headline-synennoisis-sub: ΤΟΥΡΚΙΑΣ ΚΑΙ ΒΟΥΛΓΑΡΙΑΣ	[386, 592, 532, 602]
article-text: Πλὴν τοῦ ποσοῦ τῶν 1050 λιρῶν συνελέγη 5,000 γρόσια εἰς τὸ Πέραν Κρεοπώλαι, οἰνοπῶλαι, λαχανοπῶλαι καὶ ἀρτοπῶλαι τῆς πρωτευούσης. Οἱ ἔρανοι ἐγένοντο εὐεργετικοὶ ἐν ἐπιστολῇ ἐκ Κωνσταντινουπόλεως τὸ μῆνα ὅλον, ἀνερχόμενοι εἰς 139,322 γρόσια.	[78, 603, 326, 685]
bank-cell: 1,500,000.—	[1320, 1322, 1451, 1334]
